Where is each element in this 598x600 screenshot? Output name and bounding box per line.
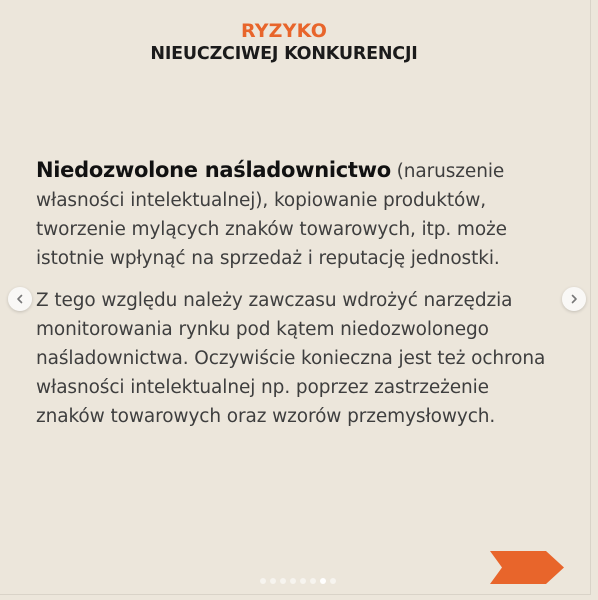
pagination-dot [260, 578, 266, 584]
paragraph-2-line-3: naśladownictwa. Oczywiście konieczna jest też ochrona [36, 348, 546, 369]
carousel-pagination-dots [260, 578, 336, 584]
chevron-right-icon [569, 294, 579, 304]
carousel-prev-button[interactable] [8, 287, 32, 311]
paragraph-1-line-4: istotnie wpłynąć na sprzedaż i reputację jednostki. [36, 248, 500, 269]
pagination-dot [280, 578, 286, 584]
paragraph-1-line-1 [36, 156, 568, 186]
paragraph-2-line-2: monitorowania rynku pod kątem niedozwolonego [36, 319, 489, 340]
lead-phrase: Niedozwolone naśladownictwo [36, 158, 391, 182]
paragraph-1-line-2: własności intelektualnej), kopiowanie produktów, [36, 190, 487, 211]
pagination-dot [300, 578, 306, 584]
paragraph-2-line-4: własności intelektualnej np. poprzez zastrzeżenie [36, 377, 489, 398]
chevron-left-icon [15, 294, 25, 304]
lead-continuation: (naruszenie [390, 161, 505, 182]
pagination-dot [330, 578, 336, 584]
arrow-chevron-shape [490, 551, 564, 584]
pagination-dot [310, 578, 316, 584]
pagination-dot [290, 578, 296, 584]
pagination-dot [320, 578, 326, 584]
paragraph-2-line-5: znaków towarowych oraz wzorów przemysłowych. [36, 406, 496, 427]
paragraph-2-line-1: Z tego względu należy zawczasu wdrożyć narzędzia [36, 290, 513, 311]
paragraph-1-line-3: tworzenie mylących znaków towarowych, itp. może [36, 219, 507, 240]
paragraph-1 [36, 156, 568, 273]
slide-title-accent: RYZYKO [240, 20, 328, 42]
next-slide-arrow-graphic [490, 551, 564, 584]
carousel-next-button[interactable] [562, 287, 586, 311]
pagination-dot [270, 578, 276, 584]
paragraph-2 [36, 286, 568, 431]
slide-title: NIEUCZCIWEJ KONKURENCJI [150, 44, 418, 64]
